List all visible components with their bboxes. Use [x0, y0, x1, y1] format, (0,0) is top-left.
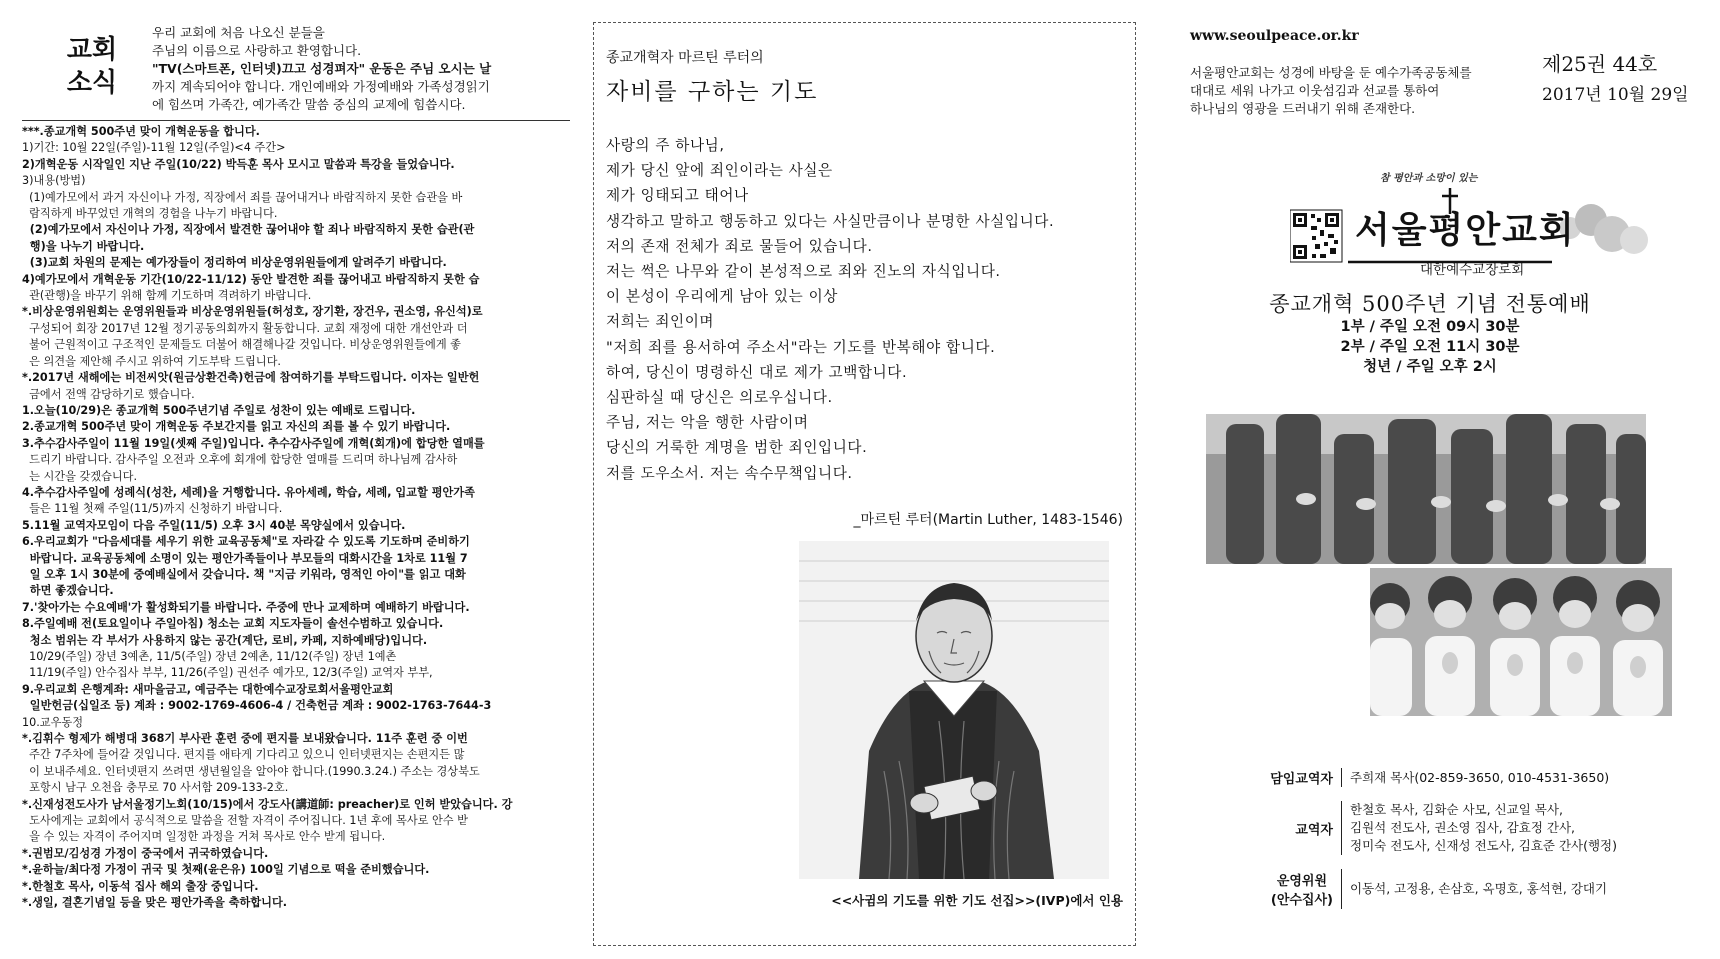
- intro-line: 에 힘쓰며 가족간, 예가족간 말씀 중심의 교제에 힘씁시다.: [152, 97, 466, 112]
- prayer-line: 사랑의 주 하나님,: [606, 137, 725, 154]
- news-item: 6.우리교회가 "다음세대를 세우기 위한 교육공동체"로 자라갈 수 있도록 기도하며 준비하기: [22, 535, 470, 549]
- news-item: 7.'찾아가는 수요예배'가 활성화되기를 바랍니다. 주중에 만나 교제하며 예배하기 바랍니다.: [22, 600, 470, 614]
- church-news-panel: [22, 16, 570, 946]
- prayer-panel: [593, 22, 1136, 946]
- news-item: 은 의견을 제안해 주시고 위하여 기도부탁 드립니다.: [22, 354, 281, 368]
- mission-line: 하나님의 영광을 드러내기 위해 존재한다.: [1190, 101, 1416, 116]
- news-item: 행)을 나누기 바랍니다.: [22, 239, 145, 253]
- news-item: 불어 근원적이고 구조적인 문제들도 더불어 해결해나갈 것입니다. 비상운영위원들에게 좋: [22, 338, 461, 352]
- news-item: 2)개혁운동 시작일인 지난 주일(10/22) 박득훈 목사 모시고 말씀과 특강을 들었습니다.: [22, 157, 455, 171]
- service-times: [1190, 317, 1670, 377]
- intro-line: 우리 교회에 처음 나오신 분들을: [152, 25, 325, 40]
- news-item: 1)기간: 10월 22일(주일)-11월 12일(주일)<4 주간>: [22, 141, 286, 155]
- news-item: 일 오후 1시 30분에 중예배실에서 갖습니다. 책 "지금 키워라, 영적인 아이"를 읽고 대화: [22, 567, 466, 581]
- mission-line: 서울평안교회는 성경에 바탕을 둔 예수가족공동체를: [1190, 65, 1472, 80]
- prayer-text: [606, 133, 1126, 486]
- prayer-line: 제가 당신 앞에 죄인이라는 사실은: [606, 162, 833, 180]
- staff-name-line: 정미숙 전도사, 신재성 전도사, 김효준 간사(행정): [1350, 838, 1617, 853]
- staff-directory: [1260, 768, 1680, 909]
- news-item: 드리기 바랍니다. 감사주일 오전과 오후에 회개에 합당한 열매를 드리며 하나님께 감사하: [22, 453, 458, 467]
- mission-line: 대대로 세워 나가고 이웃섬김과 선교를 통하여: [1190, 83, 1440, 98]
- prayer-line: 심판하실 때 당신은 의로우십니다.: [606, 389, 833, 407]
- staff-name-line: 김원석 전도사, 권소영 집사, 감효정 간사,: [1350, 820, 1575, 835]
- news-item: *.김휘수 형제가 해병대 368기 부사관 훈련 중에 편지를 보내왔습니다. 11주 훈련 중 이번: [22, 732, 468, 746]
- prayer-line: 저의 존재 전체가 죄로 물들어 있습니다.: [606, 237, 873, 255]
- qr-code-icon: [1290, 210, 1342, 262]
- prayer-subtitle: 종교개혁자 마르틴 루터의: [606, 50, 764, 66]
- section-title-line: 교회: [66, 35, 118, 65]
- news-item: *.비상운영위원회는 운영위원들과 비상운영위원들(허성호, 장기환, 장건우, 권소영, 유신석)로: [22, 305, 483, 319]
- service-title: 종교개혁 500주년 기념 전통예배: [1269, 292, 1591, 316]
- news-item: 이 보내주세요. 인터넷편지 쓰려면 생년월일을 알아야 합니다.(1990.3.24.) 주소는 경상북도: [22, 764, 480, 778]
- prayer-line: 주님, 저는 악을 행한 사람이며: [606, 414, 809, 432]
- news-item: 3.추수감사주일이 11월 19일(셋째 주일)입니다. 추수감사주일에 개혁(회개)에 합당한 열매를: [22, 436, 485, 450]
- news-item: 을 수 있는 자격이 주어지며 일정한 과정을 거쳐 목사로 안수 받게 됩니다.: [22, 830, 386, 844]
- news-item: 9.우리교회 은행계좌: 새마을금고, 예금주는 대한예수교장로회서울평안교회: [22, 682, 394, 696]
- prayer-line: 생각하고 말하고 행동하고 있다는 사실만큼이나 분명한 사실입니다.: [606, 212, 1055, 230]
- prayer-line: 당신의 거룩한 계명을 범한 죄인입니다.: [606, 439, 868, 457]
- service-time: 청년 / 주일 오후 2시: [1363, 359, 1497, 375]
- news-item: (2)예가모에서 자신이나 가정, 직장에서 발견한 끊어내야 할 죄나 바람직하지 못한 습관(관: [22, 223, 475, 237]
- news-item: 람직하게 바꾸었던 개혁의 경험을 나누기 바랍니다.: [22, 207, 278, 221]
- news-item: 4)예가모에서 개혁운동 기간(10/22-11/12) 동안 발견한 죄를 끊어내고 바람직하지 못한 습: [22, 272, 480, 286]
- staff-role: 담임교역자: [1260, 768, 1342, 787]
- staff-names: [1342, 869, 1607, 909]
- prayer-line: 하여, 당신이 명령하신 대로 제가 고백합니다.: [606, 363, 908, 381]
- news-item: 일반헌금(십일조 등) 계좌 : 9002-1769-4606-4 / 건축헌금 계좌 : 9002-1763-7644-3: [22, 699, 492, 713]
- news-item: 들은 11월 첫째 주일(11/5)까지 신청하기 바랍니다.: [22, 502, 283, 516]
- news-item: 구성되어 회장 2017년 12월 정기공동의회까지 활동합니다. 교회 재정에 대한 개선안과 더: [22, 321, 468, 335]
- news-item: 8.주일예배 전(토요일이나 주일아침) 청소는 교회 지도자들이 솔선수범하고 있습니다.: [22, 617, 444, 631]
- news-item: 11/19(주일) 안수집사 부부, 11/26(주일) 권선주 예가모, 12/3(주일) 교역자 부부,: [22, 666, 433, 680]
- welcome-intro: [152, 24, 577, 114]
- news-item: 1.오늘(10/29)은 종교개혁 500주년기념 주일로 성찬이 있는 예배로 드립니다.: [22, 403, 416, 417]
- prayer-line: 이 본성이 우리에게 남아 있는 이상: [606, 288, 838, 306]
- prayer-photo-adults: [1206, 414, 1646, 564]
- prayer-line: "저희 죄를 용서하여 주소서"라는 기도를 반복해야 합니다.: [606, 338, 996, 356]
- news-item: 10/29(주일) 장년 3예촌, 11/5(주일) 장년 2예촌, 11/12(주일) 장년 1예촌: [22, 650, 397, 663]
- volume-number: 제25권 44호: [1542, 52, 1658, 76]
- mission-statement: [1190, 64, 1510, 118]
- prayer-author: _마르틴 루터(Martin Luther, 1483-1546): [853, 512, 1123, 528]
- staff-row: [1260, 768, 1680, 787]
- news-item: 하면 좋겠습니다.: [22, 584, 114, 598]
- prayer-source: <<사귐의 기도를 위한 기도 선집>>(IVP)에서 인용: [831, 893, 1123, 908]
- news-item: 5.11월 교역자모임이 다음 주일(11/5) 오후 3시 40분 목양실에서 있습니다.: [22, 518, 406, 532]
- news-item: 4.추수감사주일에 성례식(성찬, 세례)을 거행합니다. 유아세례, 학습, 세례, 입교할 평안가족: [22, 485, 475, 499]
- divider: [22, 120, 570, 121]
- staff-names: [1342, 768, 1609, 787]
- logo-tagline: 참 평안과 소망이 있는: [1380, 173, 1478, 184]
- news-item: ***.종교개혁 500주년 맞이 개혁운동을 합니다.: [22, 125, 260, 138]
- denomination: 대한예수교장로회: [1420, 262, 1525, 278]
- news-item: 포항시 남구 오천읍 충무로 70 사서함 209-133-2호.: [22, 781, 289, 795]
- news-item: 10.교우동정: [22, 715, 84, 729]
- service-time: 1부 / 주일 오전 09시 30분: [1340, 319, 1520, 335]
- news-item: *.윤하늘/최다정 가정이 귀국 및 첫째(윤은유) 100일 기념으로 떡을 준비했습니다.: [22, 863, 430, 877]
- issue-date: 2017년 10월 29일: [1542, 85, 1689, 105]
- prayer-title: 자비를 구하는 기도: [606, 79, 819, 105]
- news-item: 3)내용(방법): [22, 174, 86, 188]
- news-item: 는 시간을 갖겠습니다.: [22, 469, 138, 483]
- news-item: 주간 7주차에 들어갈 것입니다. 편지를 애타게 기다리고 있으니 인터넷편지는 손편지든 많: [22, 748, 465, 762]
- news-item: 청소 범위는 각 부서가 사용하지 않는 공간(계단, 로비, 카페, 지하예배당)입니다.: [22, 633, 428, 647]
- prayer-photo-children: [1370, 568, 1672, 716]
- staff-name-line: 주희재 목사(02-859-3650, 010-4531-3650): [1350, 769, 1610, 785]
- bulletin-cover: [1190, 22, 1690, 942]
- section-title: [52, 34, 132, 100]
- staff-row: [1260, 801, 1680, 855]
- news-item: 바랍니다. 교육공동체에 소명이 있는 평안가족들이나 부모들의 대화시간을 1차로 11월 7: [22, 551, 468, 565]
- prayer-line: 저희는 죄인이며: [606, 313, 715, 331]
- luther-portrait-engraving: [799, 541, 1109, 879]
- staff-names: [1342, 801, 1617, 855]
- news-item: *.생일, 결혼기념일 등을 맞은 평안가족을 축하합니다.: [22, 896, 288, 910]
- intro-line: 주님의 이름으로 사랑하고 환영합니다.: [152, 43, 362, 58]
- news-item: *.신재성전도사가 남서울정기노회(10/15)에서 강도사(講道師: preacher)로 인허 받았습니다. 강: [22, 797, 513, 811]
- staff-name-line: 이동석, 고정용, 손삼호, 옥명호, 홍석현, 강대기: [1350, 881, 1608, 896]
- website-link[interactable]: www.seoulpeace.or.kr: [1190, 28, 1359, 44]
- prayer-line: 저는 썩은 나무와 같이 본성적으로 죄와 진노의 자식입니다.: [606, 263, 1001, 281]
- news-item: 관(관행)을 바꾸기 위해 함께 기도하며 격려하기 바랍니다.: [22, 289, 312, 303]
- news-item: 도사에게는 교회에서 공식적으로 말씀을 전할 자격이 주어집니다. 1년 후에 목사로 안수 받: [22, 814, 468, 828]
- staff-role: 운영위원 (안수집사): [1260, 869, 1342, 909]
- staff-name-line: 한철호 목사, 김화순 사모, 신교일 목사,: [1350, 802, 1563, 817]
- news-item: (1)예가모에서 과거 자신이나 가정, 직장에서 죄를 끊어내거나 바람직하지 못한 습관을 바: [22, 190, 463, 204]
- intro-line: "TV(스마트폰, 인터넷)끄고 성경펴자" 운동은 주님 오시는 날: [152, 61, 492, 76]
- staff-role: 교역자: [1260, 801, 1342, 855]
- news-item: *.권범모/김성경 가정이 중국에서 귀국하였습니다.: [22, 846, 269, 860]
- intro-line: 까지 계속되어야 합니다. 개인예배와 가정예배와 가족성경읽기: [152, 79, 490, 94]
- prayer-line: 제가 잉태되고 태어나: [606, 187, 749, 205]
- news-item: *.2017년 새해에는 비전씨앗(원금상환건축)헌금에 참여하기를 부탁드립니다. 이자는 일반헌: [22, 371, 480, 385]
- staff-row: [1260, 869, 1680, 909]
- news-item: (3)교회 차원의 문제는 예가장들이 정리하여 비상운영위원들에게 알려주기 바랍니다.: [22, 256, 447, 270]
- news-item: *.한철호 목사, 이동석 집사 해외 출장 중입니다.: [22, 879, 259, 893]
- prayer-line: 저를 도우소서. 저는 속수무책입니다.: [606, 464, 853, 482]
- news-item: 2.종교개혁 500주년 맞이 개혁운동 주보간지를 읽고 자신의 죄를 볼 수 있기 바랍니다.: [22, 420, 451, 434]
- church-name: 서울평안교회: [1355, 210, 1576, 251]
- section-title-line: 소식: [66, 68, 118, 98]
- news-item: 금에서 전액 감당하기로 했습니다.: [22, 387, 195, 401]
- news-list: [22, 124, 570, 912]
- service-time: 2부 / 주일 오전 11시 30분: [1340, 339, 1520, 355]
